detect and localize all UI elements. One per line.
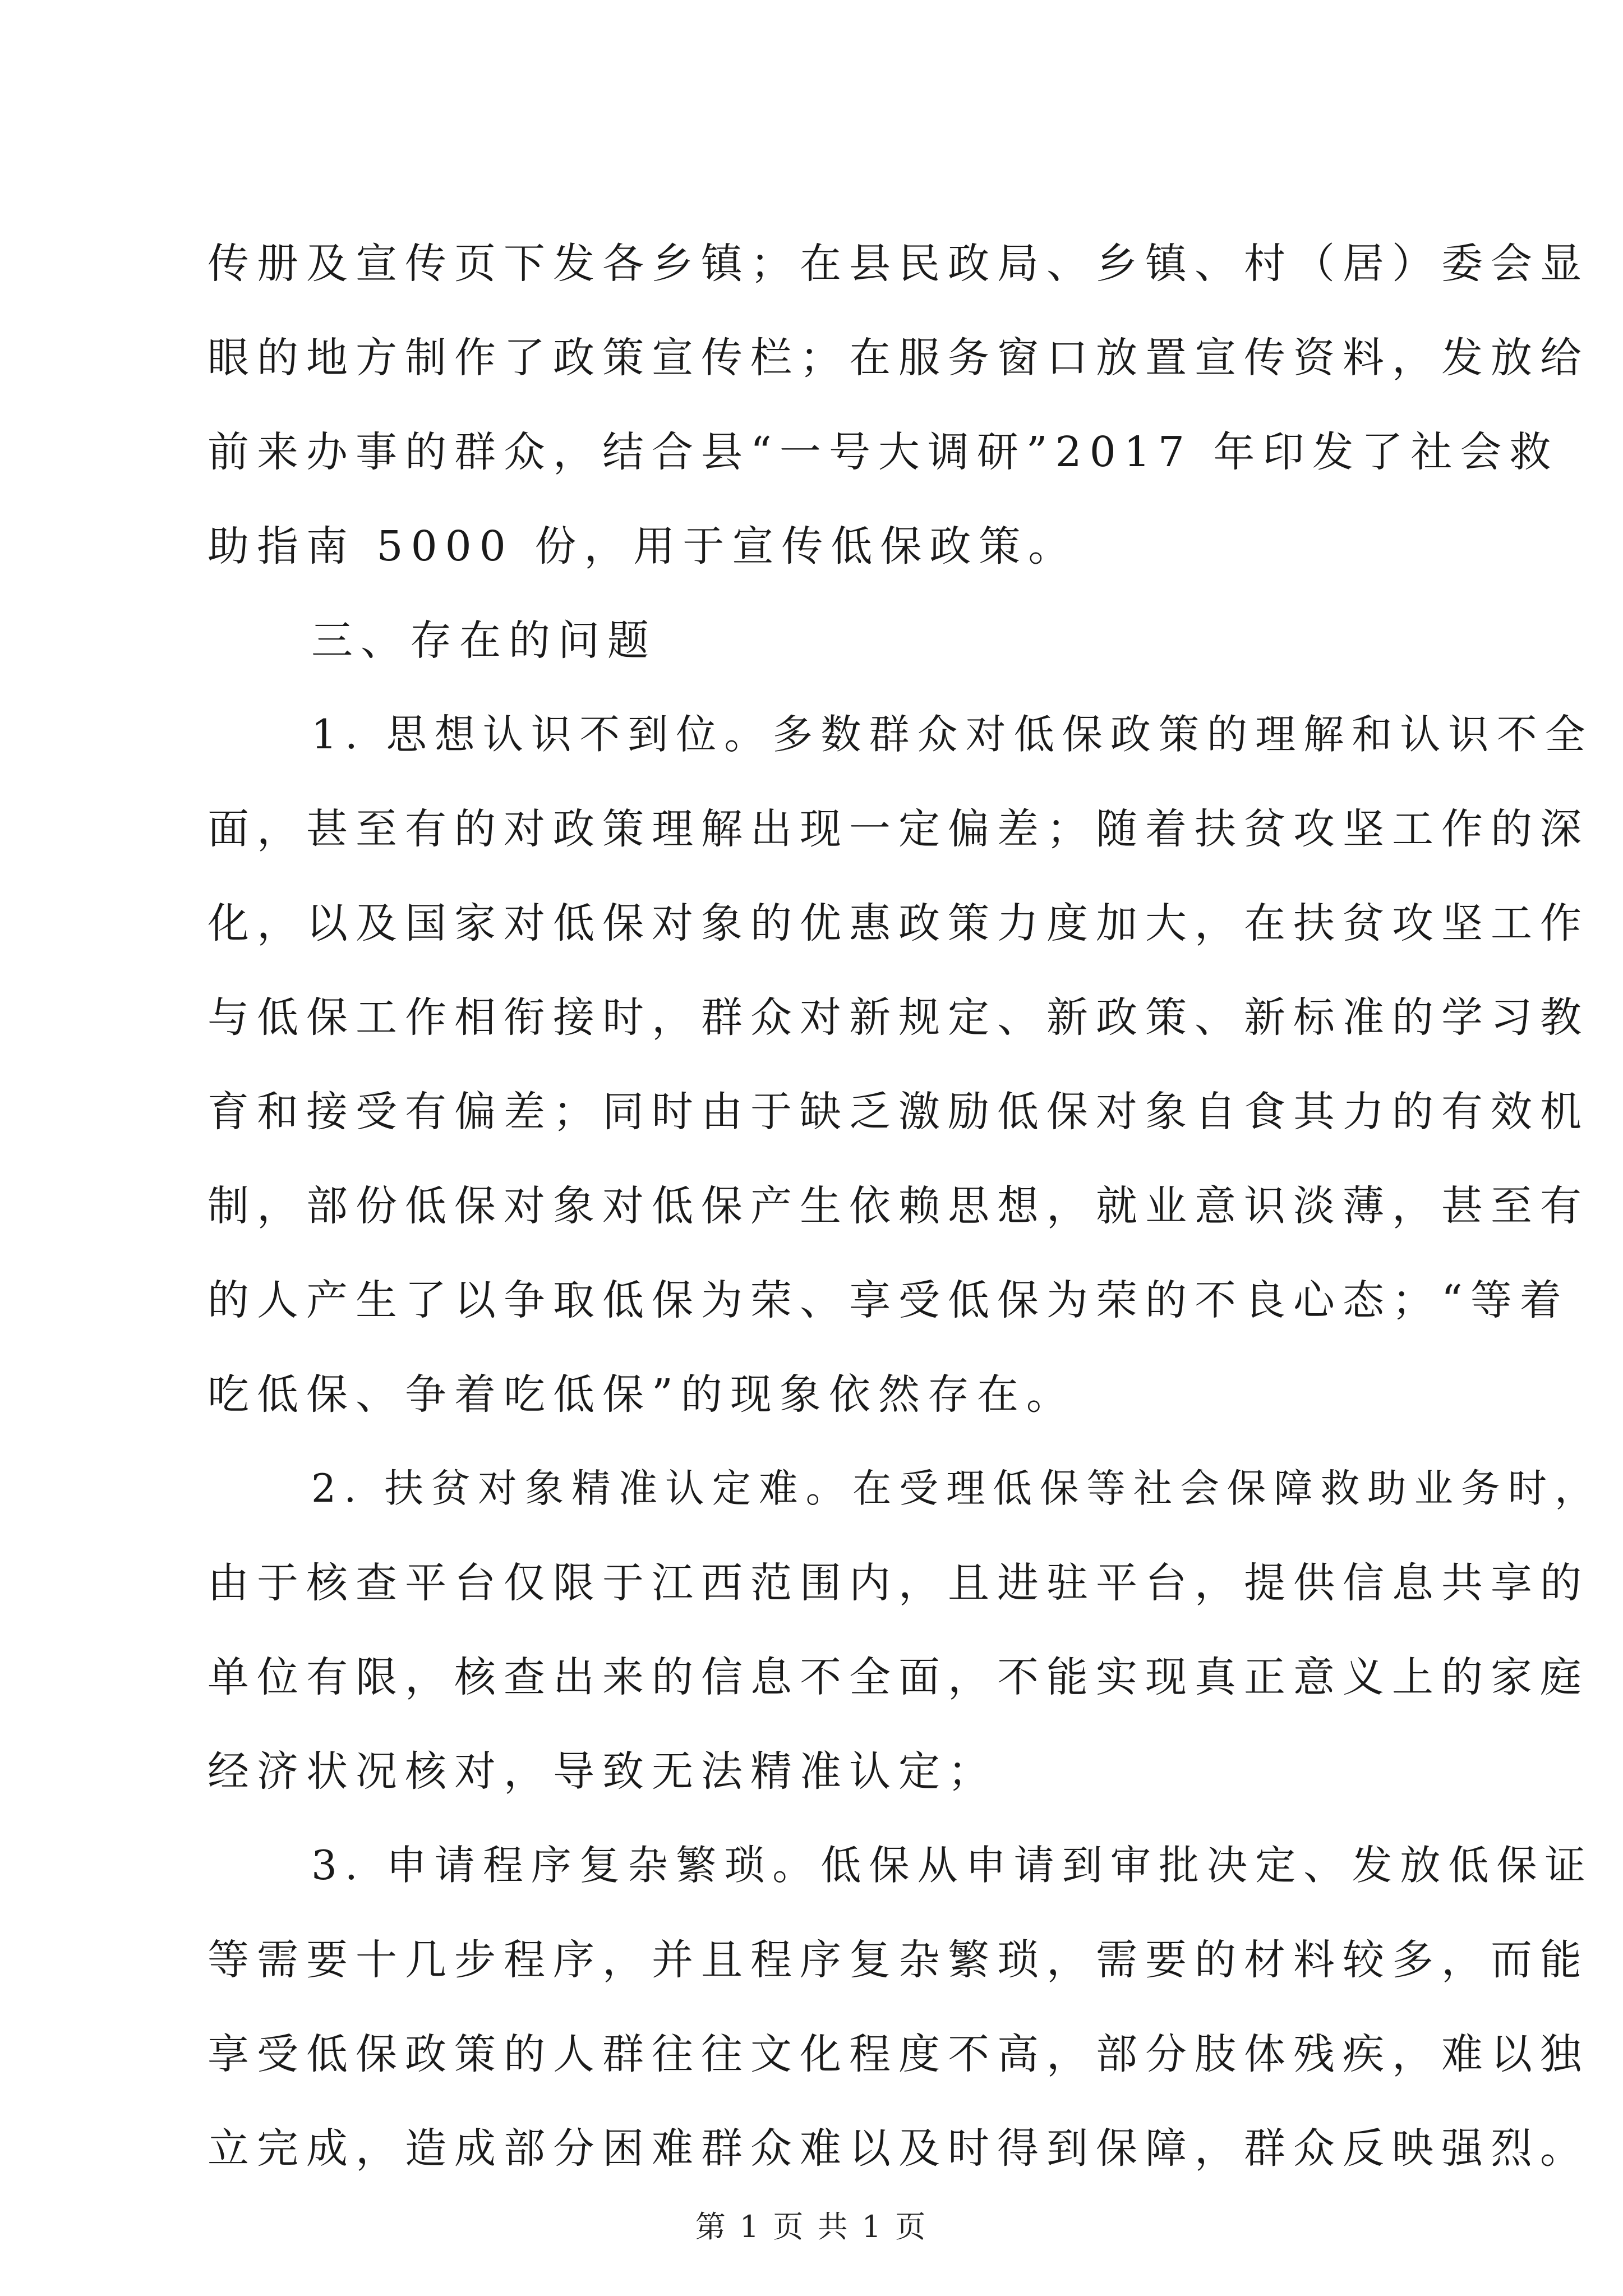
body-line: 经济状况核对，导致无法精准认定； — [208, 1747, 997, 1796]
section-heading: 三、存在的问题 — [311, 616, 657, 665]
body-line: 传册及宣传页下发各乡镇；在县民政局、乡镇、村（居）委会显 — [208, 240, 1589, 288]
body-line: 助指南 5000 份，用于宣传低保政策。 — [208, 522, 1078, 570]
body-line: 单位有限，核查出来的信息不全面，不能实现真正意义上的家庭 — [208, 1653, 1589, 1701]
body-line: 眼的地方制作了政策宣传栏；在服务窗口放置宣传资料，发放给 — [208, 334, 1589, 382]
body-line: 面，甚至有的对政策理解出现一定偏差；随着扶贫攻坚工作的深 — [208, 805, 1589, 853]
paragraph-start: 1. 思想认识不到位。多数群众对低保政策的理解和认识不全 — [311, 711, 1593, 758]
body-line: 育和接受有偏差；同时由于缺乏激励低保对象自食其力的有效机 — [208, 1088, 1589, 1136]
body-line: 制，部份低保对象对低保产生依赖思想，就业意识淡薄，甚至有 — [208, 1182, 1589, 1230]
body-line: 立完成，造成部分困难群众难以及时得到保障，群众反映强烈。 — [208, 2124, 1589, 2173]
paragraph-start: 2. 扶贫对象精准认定难。在受理低保等社会保障救助业务时， — [311, 1466, 1602, 1511]
body-line: 由于核查平台仅限于江西范围内，且进驻平台，提供信息共享的 — [208, 1559, 1589, 1607]
body-line: 的人产生了以争取低保为荣、享受低保为荣的不良心态；“等着 — [208, 1276, 1569, 1324]
body-line: 与低保工作相衔接时，群众对新规定、新政策、新标准的学习教 — [208, 993, 1589, 1042]
paragraph-start: 3. 申请程序复杂繁琐。低保从申请到审批决定、发放低保证 — [311, 1842, 1593, 1889]
body-line: 吃低保、争着吃低保”的现象依然存在。 — [208, 1370, 1076, 1419]
page-footer: 第 1 页 共 1 页 — [695, 2209, 928, 2244]
body-line: 化，以及国家对低保对象的优惠政策力度加大，在扶贫攻坚工作 — [208, 899, 1589, 947]
body-line: 享受低保政策的人群往往文化程度不高，部分肢体残疾，难以独 — [208, 2030, 1589, 2078]
body-line: 等需要十几步程序，并且程序复杂繁琐，需要的材料较多，而能 — [208, 1936, 1589, 1984]
body-line: 前来办事的群众，结合县“一号大调研”2017 年印发了社会救 — [208, 428, 1559, 476]
